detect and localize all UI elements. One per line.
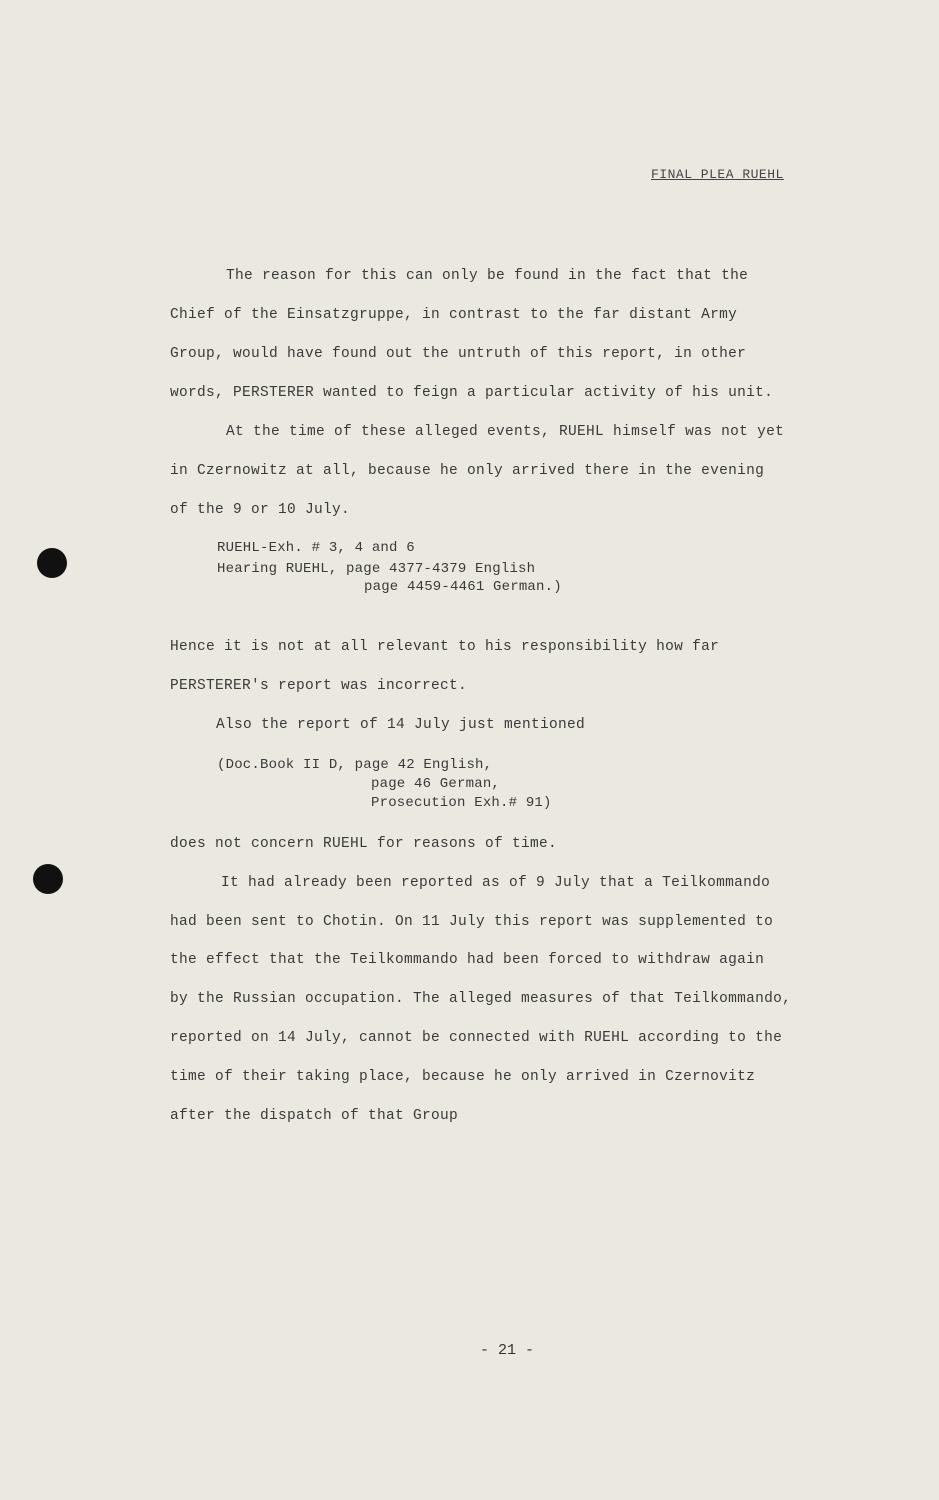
text-line: Also the report of 14 July just mentioned — [216, 717, 586, 733]
punch-hole — [37, 548, 67, 578]
text-line: Chief of the Einsatzgruppe, in contrast to the far distant Army — [170, 307, 738, 323]
text-line: the effect that the Teilkommando had been forced to withdraw again — [170, 952, 765, 968]
document-header: FINAL PLEA RUEHL — [651, 167, 784, 182]
text-line: Group, would have found out the untruth of this report, in other — [170, 346, 747, 362]
citation-line: Hearing RUEHL, page 4377-4379 English — [217, 561, 536, 577]
text-line: of the 9 or 10 July. — [170, 502, 351, 518]
text-line: Hence it is not at all relevant to his responsibility how far — [170, 639, 720, 655]
text-line: At the time of these alleged events, RUEHL himself was not yet — [226, 424, 785, 440]
citation-line: page 4459-4461 German.) — [364, 579, 562, 595]
citation-line: Prosecution Exh.# 91) — [371, 795, 552, 811]
text-line: The reason for this can only be found in the fact that the — [226, 268, 749, 284]
citation-line: (Doc.Book II D, page 42 English, — [217, 757, 493, 773]
citation-line: page 46 German, — [371, 776, 501, 792]
citation-line: RUEHL-Exh. # 3, 4 and 6 — [217, 540, 415, 556]
text-line: in Czernowitz at all, because he only arrived there in the evening — [170, 463, 765, 479]
text-line: PERSTERER's report was incorrect. — [170, 678, 468, 694]
text-line: words, PERSTERER wanted to feign a particular activity of his unit. — [170, 385, 774, 401]
text-line: time of their taking place, because he only arrived in Czernovitz — [170, 1069, 756, 1085]
text-line: had been sent to Chotin. On 11 July this report was supplemented to — [170, 914, 774, 930]
text-line: after the dispatch of that Group — [170, 1108, 459, 1124]
text-line: reported on 14 July, cannot be connected with RUEHL according to the — [170, 1030, 783, 1046]
text-line: It had already been reported as of 9 July that a Teilkommando — [221, 875, 771, 891]
punch-hole — [33, 864, 63, 894]
page-number: - 21 - — [480, 1342, 535, 1359]
text-line: does not concern RUEHL for reasons of time. — [170, 836, 558, 852]
text-line: by the Russian occupation. The alleged measures of that Teilkommando, — [170, 991, 792, 1007]
